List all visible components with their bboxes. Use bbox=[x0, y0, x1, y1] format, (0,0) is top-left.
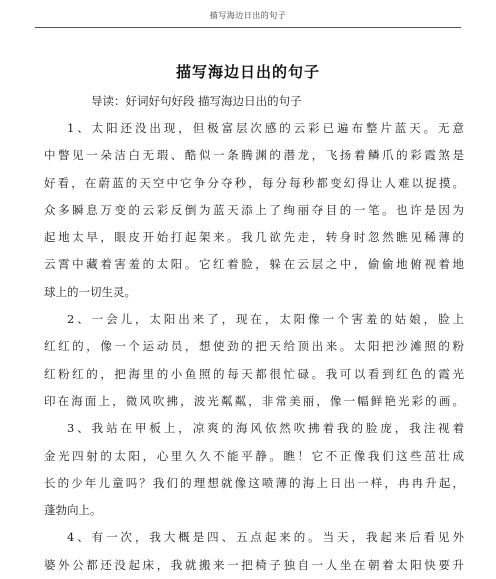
text-line: 长的少年儿童吗？我们的理想就像这喷薄的海上日出一样，冉冉升起， bbox=[44, 475, 464, 490]
text-line: 婆外公都还没起床，我就搬来一把椅子独自一人坐在朝着太阳快要升 bbox=[44, 557, 464, 572]
text-line: 3、我站在甲板上，凉爽的海风依然吹拂着我的脸庞，我注视着 bbox=[67, 421, 464, 436]
text-line: 红粉红的，把海里的小鱼照的每天都很忙碌。我可以看到红色的霞光 bbox=[44, 366, 464, 381]
document-body bbox=[44, 115, 464, 579]
text-line: 中瞥见一朵洁白无瑕、酷似一条腾渊的潜龙，飞扬着鳞爪的彩霞煞是 bbox=[44, 148, 464, 163]
text-line: 红红的，像一个运动员，想使劲的把天给顶出来。太阳把沙滩照的粉 bbox=[44, 339, 464, 354]
text-line: 云霄中藏着害羞的太阳。它红着脸，躲在云层之中，偷偷地俯视着地 bbox=[44, 257, 464, 272]
text-line: 1、太阳还没出现，但极富层次感的云彩已遍布整片蓝天。无意 bbox=[67, 121, 464, 135]
header-divider bbox=[35, 27, 461, 28]
text-line: 蓬勃向上。 bbox=[44, 503, 102, 518]
text-line: 印在海面上，微风吹拂，波光粼粼，非常美丽，像一幅鲜艳光彩的画。 bbox=[44, 393, 464, 408]
text-line: 金光四射的太阳，心里久久不能平静。瞧！它不正像我们这些茁壮成 bbox=[44, 448, 464, 463]
document-title: 描写海边日出的句子 bbox=[175, 63, 320, 81]
text-line: 球上的一切生灵。 bbox=[44, 284, 136, 299]
lead-text: 导读：好词好句好段 描写海边日出的句子 bbox=[91, 94, 302, 108]
lead-paragraph bbox=[67, 88, 463, 115]
paragraph-1 bbox=[44, 115, 464, 306]
text-line: 好看，在蔚蓝的天空中它争分夺秒，每分每秒都变幻得让人难以捉摸。 bbox=[44, 175, 464, 190]
paragraph-2 bbox=[44, 306, 464, 415]
text-line: 众多瞬息万变的云彩反倒为蓝天添上了绚丽夺目的一笔。也许是因为 bbox=[44, 202, 464, 217]
text-line: 起地太早，眼皮开始打起架来。我几欲先走，转身时忽然瞧见稀薄的 bbox=[44, 230, 464, 245]
running-header: 描写海边日出的句子 bbox=[209, 11, 287, 20]
paragraph-4 bbox=[44, 524, 464, 579]
paragraph-3 bbox=[44, 415, 464, 524]
text-line: 4、有一次，我大概是四、五点起来的。当天，我起来后看见外 bbox=[67, 530, 464, 545]
text-line: 2、一会儿，太阳出来了，现在，太阳像一个害羞的姑娘，脸上 bbox=[67, 312, 464, 327]
